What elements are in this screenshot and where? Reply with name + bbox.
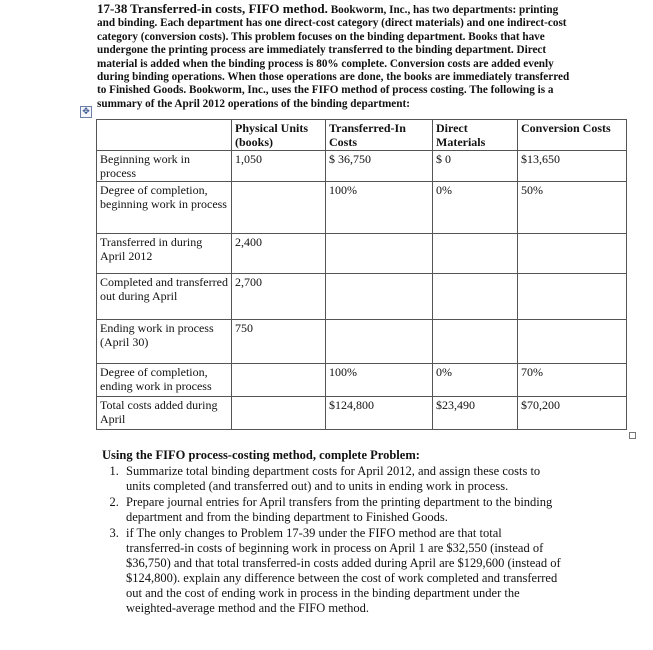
table-cell: 100% [326, 182, 433, 234]
table-cell: 100% [326, 364, 433, 397]
table-row [97, 274, 627, 320]
table-cell: $ 36,750 [326, 151, 433, 182]
table-cell [433, 274, 518, 320]
table-row [97, 320, 627, 364]
header-cell [97, 120, 232, 151]
table-cell: 2,400 [232, 234, 326, 274]
instruction-item: 3. if The only changes to Problem 17-39 under the FIFO method are that total transferred-in costs of beginning work in process on April 1 are $32,550 (instead of $36,750) and that total transferred-in costs added during April are $129,600 (instead of $124,800). explain any difference between the cost of work completed and transferred out and the cost of ending work in process in the binding department under the weighted-average method and the FIFO method. [122, 526, 562, 616]
table-cell: $70,200 [518, 397, 627, 430]
table-cell: 2,700 [232, 274, 326, 320]
instruction-item: 2. Prepare journal entries for April transfers from the printing department to the binding department and from the binding department to Finished Goods. [122, 495, 562, 525]
table-cell [232, 397, 326, 430]
table-cell: 0% [433, 364, 518, 397]
table-cell [232, 182, 326, 234]
table-cell: 0% [433, 182, 518, 234]
table-header-row [97, 120, 627, 151]
table-cell [433, 234, 518, 274]
table-row [97, 364, 627, 397]
table-row [97, 151, 627, 182]
table-cell [326, 234, 433, 274]
header-cell: Conversion Costs [518, 120, 627, 151]
instructions-lead: Using the FIFO process-costing method, complete Problem: [102, 448, 420, 462]
row-label: Beginning work in process [97, 151, 232, 182]
instruction-list [102, 464, 562, 616]
table-row [97, 234, 627, 274]
table-cell [518, 320, 627, 364]
table-cell: 1,050 [232, 151, 326, 182]
table-cell [518, 274, 627, 320]
header-cell: Physical Units (books) [232, 120, 326, 151]
problem-intro-continued: process are immediately transferred to the binding department. Direct material is added when the binding process is 80% complete. Conversion costs are added evenly during binding operations. When those operations are done, the books are immediately transferred to Finished Goods. Bookworm, Inc., uses the FIFO method of process costing. The following is a summary of the April 2012 operations of the binding department: [97, 44, 570, 110]
problem-title: Transferred-in costs, FIFO method. [130, 1, 328, 16]
instruction-item: 1. Summarize total binding department costs for April 2012, and assign these costs to units completed (and transferred out) and to units in ending work in process. [122, 464, 562, 494]
row-label: Completed and transferred out during April [97, 274, 232, 320]
table-cell: 50% [518, 182, 627, 234]
row-label: Degree of completion, beginning work in process [97, 182, 232, 234]
table-cell: 70% [518, 364, 627, 397]
table-move-handle-icon[interactable]: ✥ [80, 106, 92, 118]
table-cell: $124,800 [326, 397, 433, 430]
row-label: Degree of completion, ending work in process [97, 364, 232, 397]
table-cell [232, 364, 326, 397]
problem-intro: Bookworm, Inc., has two departments: printing and binding. Each department has one direct-cost category (direct materials) and one indirect-cost category (conversion costs). This problem focuses on the binding department. Books that have undergone the printing [97, 4, 567, 57]
table-resize-handle-icon[interactable] [629, 432, 636, 439]
table-cell: 750 [232, 320, 326, 364]
row-label: Total costs added during April [97, 397, 232, 430]
table-row [97, 397, 627, 430]
problem-heading [97, 2, 577, 111]
table-cell [326, 274, 433, 320]
table-cell: $ 0 [433, 151, 518, 182]
row-label: Transferred in during April 2012 [97, 234, 232, 274]
row-label: Ending work in process (April 30) [97, 320, 232, 364]
table-row [97, 182, 627, 234]
header-cell: Transferred-In Costs [326, 120, 433, 151]
table-cell: $13,650 [518, 151, 627, 182]
table-cell [433, 320, 518, 364]
header-cell: Direct Materials [433, 120, 518, 151]
table-cell [326, 320, 433, 364]
instructions [102, 448, 562, 617]
table-cell [518, 234, 627, 274]
table-cell: $23,490 [433, 397, 518, 430]
problem-number: 17-38 [97, 1, 128, 16]
binding-department-table [96, 119, 627, 430]
